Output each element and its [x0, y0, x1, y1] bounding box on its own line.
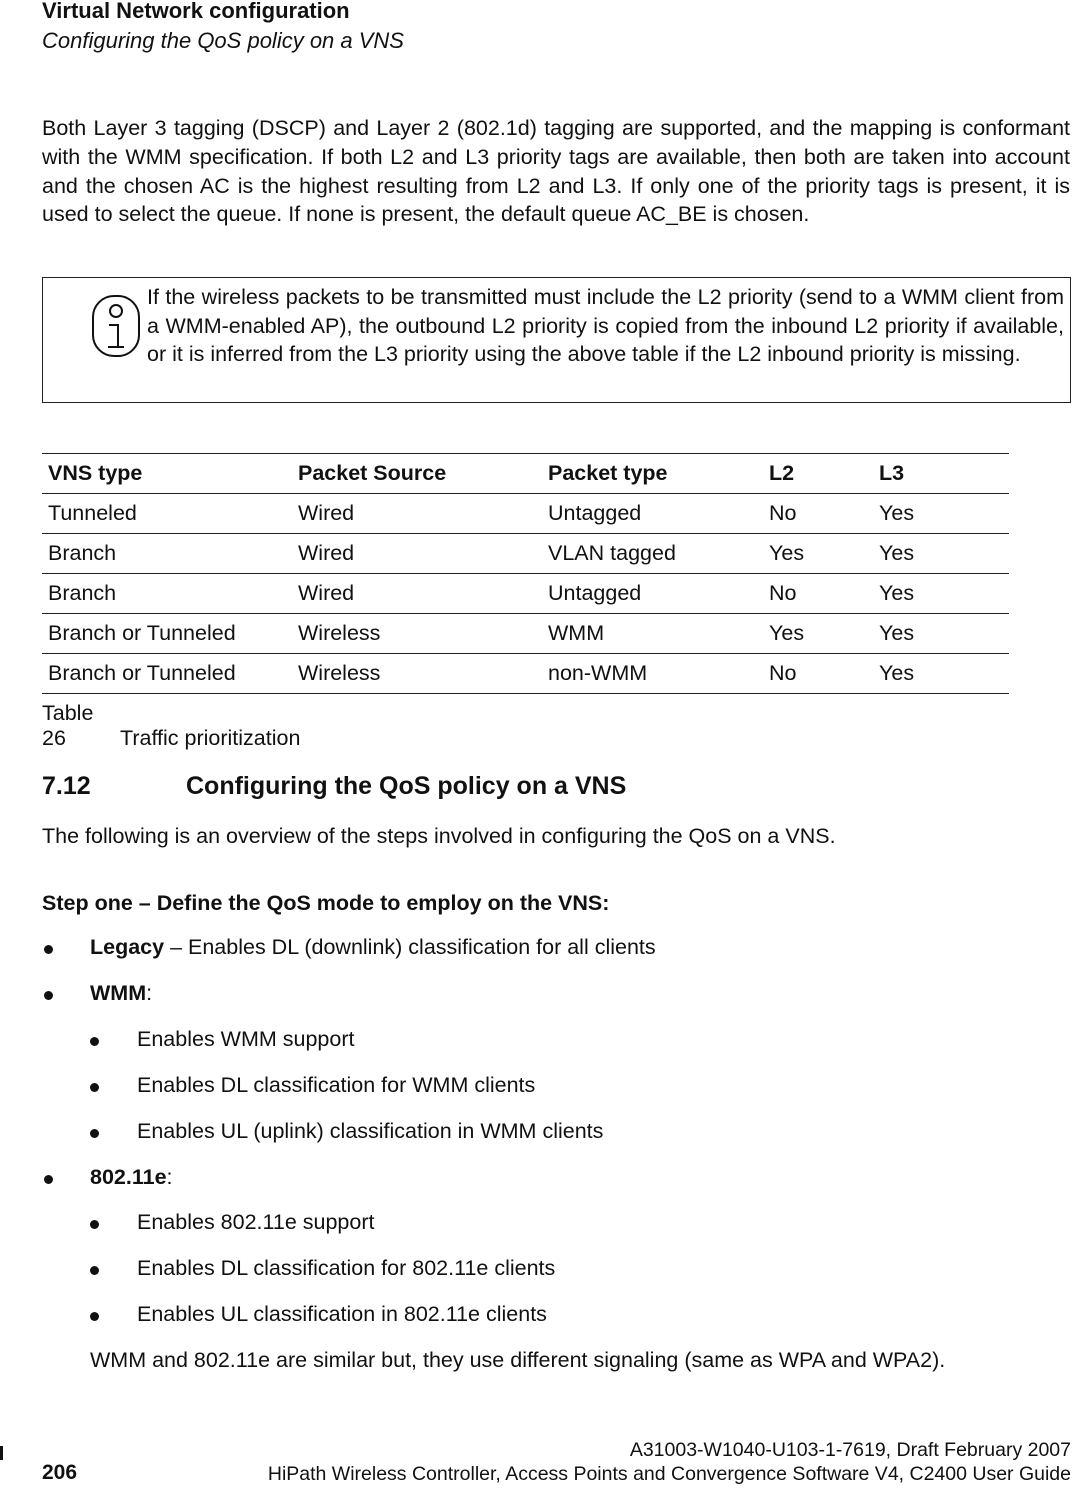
colon: : — [146, 981, 153, 1005]
list-item: Enables DL classification for WMM clients — [137, 1073, 536, 1097]
cell-l2: Yes — [763, 534, 873, 574]
sub-bullet-icon — [90, 1037, 99, 1046]
step-heading: Step one – Define the QoS mode to employ on the VNS: — [42, 891, 610, 915]
table-row — [42, 494, 1009, 534]
traffic-prioritization-table — [42, 453, 1009, 694]
cell-packet-type: non-WMM — [542, 654, 763, 694]
bullet-icon — [44, 945, 53, 954]
cell-packet-type: Untagged — [542, 574, 763, 614]
legacy-text: – Enables DL (downlink) classification for all clients — [164, 935, 656, 959]
running-header-title: Virtual Network configuration — [42, 0, 350, 23]
cell-l3: Yes — [873, 614, 1009, 654]
cell-packet-source: Wireless — [292, 654, 542, 694]
table-row — [42, 574, 1009, 614]
footer-doc-title: HiPath Wireless Controller, Access Points and Convergence Software V4, C2400 User Guide — [267, 1463, 1071, 1485]
cell-packet-source: Wireless — [292, 614, 542, 654]
list-item: Enables UL (uplink) classification in WMM clients — [137, 1119, 604, 1143]
list-item: Enables DL classification for 802.11e clients — [137, 1256, 556, 1280]
colon: : — [166, 1165, 173, 1189]
list-item: Enables WMM support — [137, 1027, 355, 1051]
footer-doc-id: A31003-W1040-U103-1-7619, Draft February 2007 — [629, 1439, 1071, 1461]
cell-l3: Yes — [873, 494, 1009, 534]
cell-packet-type: VLAN tagged — [542, 534, 763, 574]
list-item: Enables 802.11e support — [137, 1210, 375, 1234]
cell-l3: Yes — [873, 534, 1009, 574]
cell-l2: No — [763, 494, 873, 534]
table-caption — [42, 701, 300, 751]
cell-vns-type: Branch or Tunneled — [42, 654, 292, 694]
sub-bullet-icon — [90, 1220, 99, 1229]
table-row — [42, 614, 1009, 654]
cell-vns-type: Branch — [42, 534, 292, 574]
cell-packet-source: Wired — [292, 574, 542, 614]
cell-vns-type: Branch — [42, 574, 292, 614]
table-caption-title: Traffic prioritization — [120, 726, 301, 750]
list-item-legacy — [90, 935, 656, 960]
sub-bullet-icon — [90, 1129, 99, 1138]
cell-packet-source: Wired — [292, 494, 542, 534]
cell-l3: Yes — [873, 574, 1009, 614]
header-vns-type: VNS type — [42, 454, 292, 494]
cell-l2: No — [763, 654, 873, 694]
list-item: Enables UL classification in 802.11e clients — [137, 1302, 547, 1326]
page-number: 206 — [42, 1461, 78, 1484]
cell-l2: No — [763, 574, 873, 614]
info-icon — [92, 295, 140, 357]
legacy-label: Legacy — [90, 935, 165, 959]
cell-vns-type: Branch or Tunneled — [42, 614, 292, 654]
sub-bullet-icon — [90, 1266, 99, 1275]
cell-packet-type: WMM — [542, 614, 763, 654]
sub-bullet-icon — [90, 1312, 99, 1321]
cell-vns-type: Tunneled — [42, 494, 292, 534]
table-header-row — [42, 454, 1009, 494]
wmm-label: WMM — [90, 981, 147, 1005]
note-box — [42, 277, 1071, 403]
section-number: 7.12 — [42, 772, 91, 800]
e-label: 802.11e — [90, 1165, 167, 1189]
table-row — [42, 654, 1009, 694]
sub-bullet-icon — [90, 1083, 99, 1092]
header-l3: L3 — [873, 454, 1009, 494]
section-title: Configuring the QoS policy on a VNS — [186, 772, 627, 800]
cell-packet-source: Wired — [292, 534, 542, 574]
list-item-wmm — [90, 981, 152, 1006]
intro-paragraph: Both Layer 3 tagging (DSCP) and Layer 2 (802.1d) tagging are supported, and the mapping is conformant with the WMM specification. If both L2 and L3 priority tags are available, then both are taken into account and the chosen AC is the highest resulting from L2 and L3. If only one of the priority tags is present, it is used to select the queue. If none is present, the default queue AC_BE is chosen. — [42, 116, 1070, 227]
cell-packet-type: Untagged — [542, 494, 763, 534]
bullet-icon — [44, 991, 53, 1000]
running-header-subtitle: Configuring the QoS policy on a VNS — [42, 28, 404, 53]
bullet-icon — [44, 1175, 53, 1184]
header-packet-type: Packet type — [542, 454, 763, 494]
closing-note: WMM and 802.11e are similar but, they use different signaling (same as WPA and WPA2). — [90, 1348, 946, 1372]
cell-l2: Yes — [763, 614, 873, 654]
header-packet-source: Packet Source — [292, 454, 542, 494]
section-intro: The following is an overview of the steps involved in configuring the QoS on a VNS. — [42, 824, 836, 848]
page-marker — [0, 1446, 3, 1460]
table-row — [42, 534, 1009, 574]
header-l2: L2 — [763, 454, 873, 494]
list-item-80211e — [90, 1165, 173, 1190]
note-text: If the wireless packets to be transmitted must include the L2 priority (send to a WMM client from a WMM-enabled AP), the outbound L2 priority is copied from the inbound L2 priority if available, or it is inferred from the L3 priority using the above table if the L2 inbound priority is missing. — [147, 285, 1064, 366]
table-caption-number: Table 26 — [42, 701, 94, 750]
cell-l3: Yes — [873, 654, 1009, 694]
